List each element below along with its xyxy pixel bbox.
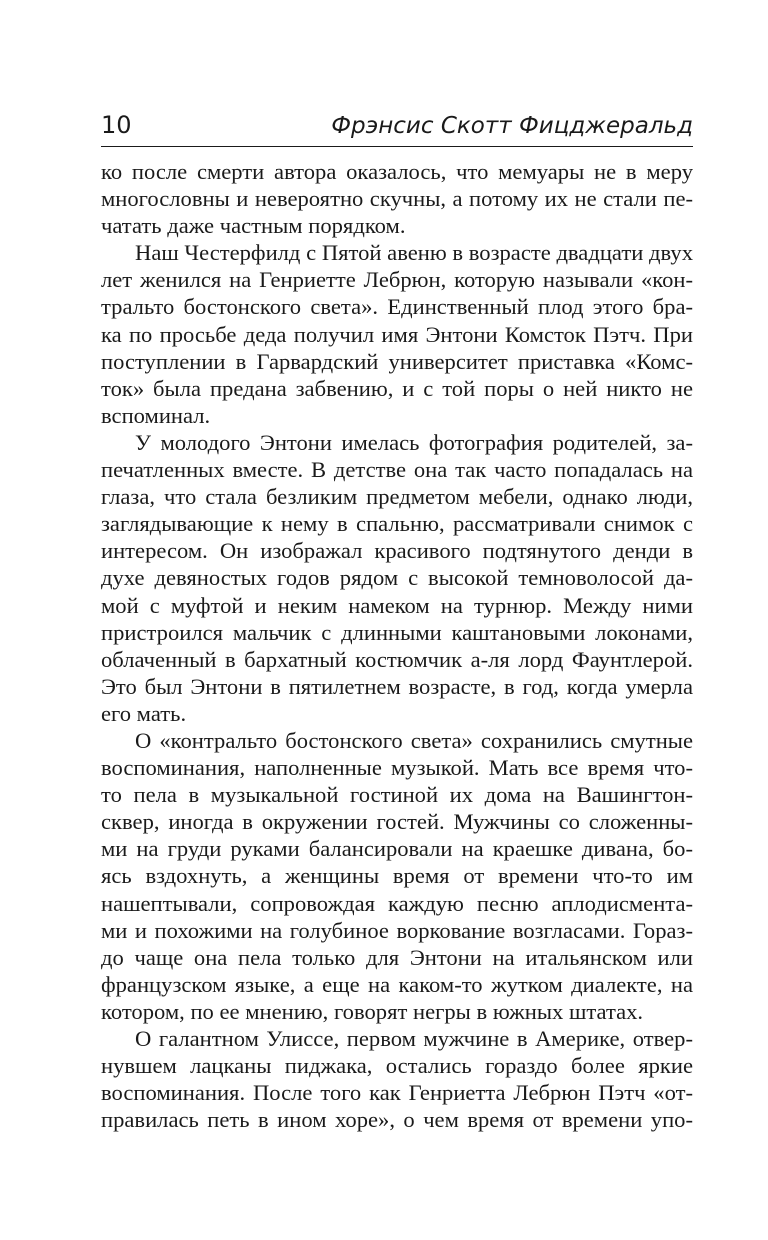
text-line: правилась петь в ином хоре», о чем время от времени упо- xyxy=(101,1107,693,1133)
body-text xyxy=(101,158,693,1133)
text-line: нувшем лацканы пиджака, остались гораздо более яркие xyxy=(101,1053,693,1079)
text-line: глаза, что стала безликим предметом мебели, однако люди, xyxy=(101,484,693,510)
text-line: У молодого Энтони имелась фотография родителей, за- xyxy=(135,429,693,455)
text-line: до чаще она пела только для Энтони на итальянском или xyxy=(101,944,693,970)
text-line: то пела в музыкальной гостиной их дома на Вашингтон- xyxy=(101,782,693,808)
text-line: печатленных вместе. В детстве она так часто попадалась на xyxy=(101,457,693,483)
text-line: ка по просьбе деда получил имя Энтони Комсток Пэтч. При xyxy=(101,321,693,347)
text-line: ток» была предана забвению, и с той поры о ней никто не xyxy=(101,375,693,401)
running-title: Фрэнсис Скотт Фицджеральд xyxy=(331,113,693,139)
text-line: облаченный в бархатный костюмчик а-ля лорд Фаунтлерой. xyxy=(101,646,693,672)
text-line: ко после смерти автора оказалось, что мемуары не в меру xyxy=(101,159,693,184)
text-line: духе девяностых годов рядом с высокой темноволосой да- xyxy=(101,565,693,591)
text-line: вспоминал. xyxy=(101,402,211,428)
text-line: пристроился мальчик с длинными каштановыми локонами, xyxy=(101,619,693,645)
page-number: 10 xyxy=(101,111,132,139)
text-line: чатать даже частным порядком. xyxy=(101,213,406,239)
running-header xyxy=(101,108,693,147)
text-line: котором, по ее мнению, говорят негры в южных штатах. xyxy=(101,998,644,1024)
text-line: мой с муфтой и неким намеком на турнюр. Между ними xyxy=(101,592,693,618)
text-line: Это был Энтони в пятилетнем возрасте, в год, когда умерла xyxy=(101,673,693,699)
text-line: ясь вздохнуть, а женщины время от времени что-то им xyxy=(101,863,693,889)
text-line: ми на груди руками балансировали на краешке дивана, бо- xyxy=(101,836,693,862)
text-line: его мать. xyxy=(101,700,187,726)
text-line: французском языке, а еще на каком-то жутком диалекте, на xyxy=(101,971,693,997)
text-line: заглядывающие к нему в спальню, рассматривали снимок с xyxy=(101,511,693,537)
text-line: воспоминания, наполненные музыкой. Мать все время что- xyxy=(101,755,693,781)
text-line: воспоминания. После того как Генриетта Лебрюн Пэтч «от- xyxy=(101,1080,693,1106)
text-line: лет женился на Генриетте Лебрюн, которую называли «кон- xyxy=(101,267,693,293)
text-line: тральто бостонского света». Единственный плод этого бра- xyxy=(101,294,693,320)
text-line: сквер, иногда в окружении гостей. Мужчины со сложенны- xyxy=(101,809,693,835)
text-line: многословны и невероятно скучны, а потому их не стали пе- xyxy=(101,186,693,212)
book-page xyxy=(101,108,693,1133)
text-line: поступлении в Гарвардский университет приставка «Комс- xyxy=(101,348,693,374)
text-line: интересом. Он изображал красивого подтянутого денди в xyxy=(101,538,693,564)
text-line: О галантном Улиссе, первом мужчине в Америке, отвер- xyxy=(135,1026,693,1051)
text-line: ми и похожими на голубиное воркование возгласами. Гораз- xyxy=(101,917,693,943)
text-line: О «контральто бостонского света» сохранились смутные xyxy=(135,727,693,753)
text-line: Наш Честерфилд с Пятой авеню в возрасте двадцати двух xyxy=(135,240,693,266)
text-line: нашептывали, сопровождая каждую песню аплодисмента- xyxy=(101,890,693,916)
